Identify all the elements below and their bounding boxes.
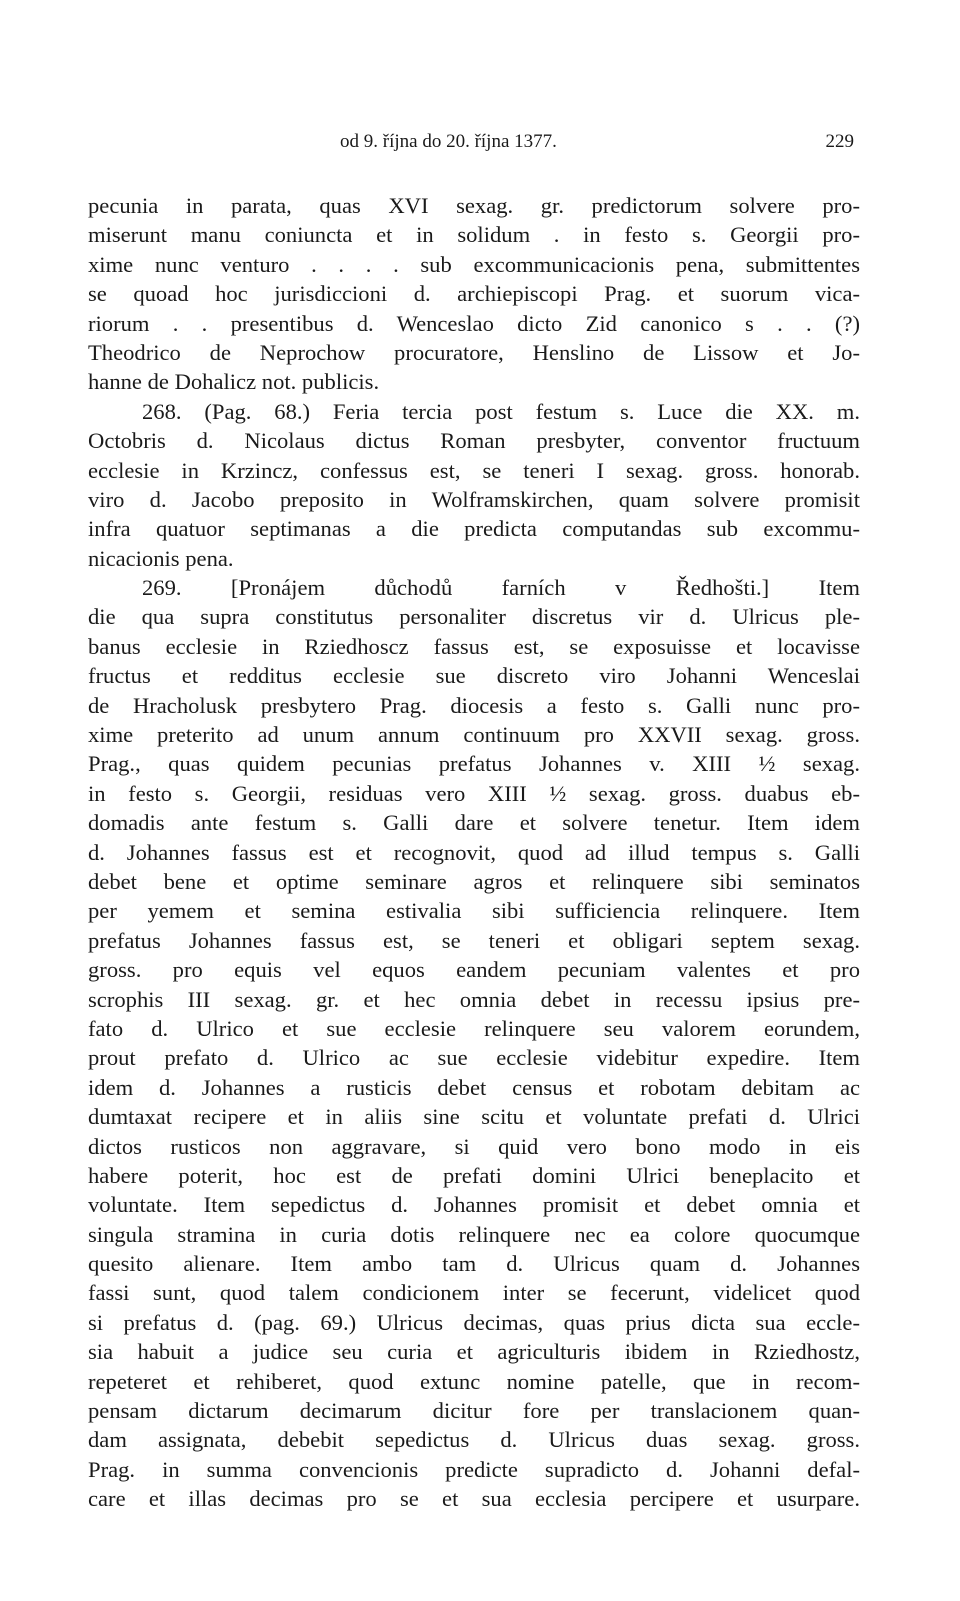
text-line: die qua supra constitutus personaliter discretus vir d. Ulricus ple- <box>88 604 860 630</box>
text-line: in festo s. Georgii, residuas vero XIII ½ sexag. gross. duabus eb- <box>88 780 860 806</box>
text-line: xime nunc venturo . . . . sub excommunicacionis pena, submittentes <box>88 251 860 277</box>
text-line: banus ecclesie in Rziedhoscz fassus est, se exposuisse et locavisse <box>88 633 860 659</box>
text-line: si prefatus d. (pag. 69.) Ulricus decimas, quas prius dicta sua eccle- <box>88 1309 860 1335</box>
text-line: dumtaxat recipere et in aliis sine scitu et voluntate prefati d. Ulrici <box>88 1104 860 1130</box>
text-line: singula stramina in curia dotis relinquere nec ea colore quocumque <box>88 1221 860 1247</box>
text-line: voluntate. Item sepedictus d. Johannes promisit et debet omnia et <box>88 1192 860 1218</box>
text-line: fassi sunt, quod talem condicionem inter se fecerunt, videlicet quod <box>88 1280 860 1306</box>
text-line: viro d. Jacobo preposito in Wolframskirchen, quam solvere promisit <box>88 486 860 512</box>
entry-268-heading: 268. (Pag. 68.) Feria tercia post festum s. Luce die XX. m. <box>142 398 860 424</box>
text-line: infra quatuor septimanas a die predicta computandas sub excommu- <box>88 516 860 542</box>
text-line: pecunia in parata, quas XVI sexag. gr. predictorum solvere pro- <box>88 193 860 218</box>
page-header <box>88 131 860 157</box>
running-head: od 9. října do 20. října 1377. <box>340 131 557 152</box>
text-line: miserunt manu coniuncta et in solidum . in festo s. Georgii pro- <box>88 222 860 248</box>
text-line: care et illas decimas pro se et sua ecclesia percipere et usurpare. <box>88 1486 860 1512</box>
text-line: de Hracholusk presbytero Prag. diocesis a festo s. Galli nunc pro- <box>88 692 860 718</box>
text-line: Theodrico de Neprochow procuratore, Henslino de Lissow et Jo- <box>88 339 860 365</box>
text-line: prefatus Johannes fassus est, se teneri et obligari septem sexag. <box>88 927 860 953</box>
text-line: pensam dictarum decimarum dicitur fore per translacionem quan- <box>88 1398 860 1424</box>
text-line: fato d. Ulrico et sue ecclesie relinquere seu valorem eorundem, <box>88 1015 860 1041</box>
text-line: Prag. in summa convencionis predicte supradicto d. Johanni defal- <box>88 1456 860 1482</box>
text-line: per yemem et semina estivalia sibi sufficiencia relinquere. Item <box>88 898 860 924</box>
text-line: repeteret et rehiberet, quod extunc nomine patelle, que in recom- <box>88 1368 860 1394</box>
text-line: d. Johannes fassus est et recognovit, quod ad illud tempus s. Galli <box>88 839 860 865</box>
text-line: quesito alienare. Item ambo tam d. Ulricus quam d. Johannes <box>88 1251 860 1277</box>
body-text <box>88 191 860 1514</box>
text-line: Octobris d. Nicolaus dictus Roman presbyter, conventor fructuum <box>88 428 860 454</box>
text-line: dictos rusticos non aggravare, si quid vero bono modo in eis <box>88 1133 860 1159</box>
text-line: Prag., quas quidem pecunias prefatus Johannes v. XIII ½ sexag. <box>88 751 860 777</box>
text-line: ecclesie in Krzincz, confessus est, se teneri I sexag. gross. honorab. <box>88 457 860 483</box>
text-line: prout prefato d. Ulrico ac sue ecclesie videbitur expedire. Item <box>88 1045 860 1071</box>
text-line: dam assignata, debebit sepedictus d. Ulricus duas sexag. gross. <box>88 1427 860 1453</box>
text-line: idem d. Johannes a rusticis debet census et robotam debitam ac <box>88 1074 860 1100</box>
entry-269-heading: 269. [Pronájem důchodů farních v Ředhošti.] Item <box>142 575 860 601</box>
page-number: 229 <box>825 131 854 152</box>
text-line: riorum . . presentibus d. Wenceslao dicto Zid canonico s . . (?) <box>88 310 860 336</box>
text-line: gross. pro equis vel equos eandem pecuniam valentes et pro <box>88 957 860 983</box>
text-line: se quoad hoc jurisdiccioni d. archiepiscopi Prag. et suorum vica- <box>88 281 860 307</box>
text-line: xime preterito ad unum annum continuum pro XXVII sexag. gross. <box>88 722 860 748</box>
text-line: fructus et redditus ecclesie sue discreto viro Johanni Wenceslai <box>88 663 860 689</box>
text-line: scrophis III sexag. gr. et hec omnia debet in recessu ipsius pre- <box>88 986 860 1012</box>
text-line: habere poterit, hoc est de prefati domini Ulrici beneplacito et <box>88 1162 860 1188</box>
text-line: sia habuit a judice seu curia et agriculturis ibidem in Rziedhostz, <box>88 1339 860 1365</box>
text-line: domadis ante festum s. Galli dare et solvere tenetur. Item idem <box>88 810 860 836</box>
text-line: debet bene et optime seminare agros et relinquere sibi seminatos <box>88 868 860 894</box>
document-page <box>88 0 860 1601</box>
text-line: nicacionis pena. <box>88 545 234 571</box>
text-line: hanne de Dohalicz not. publicis. <box>88 369 380 395</box>
